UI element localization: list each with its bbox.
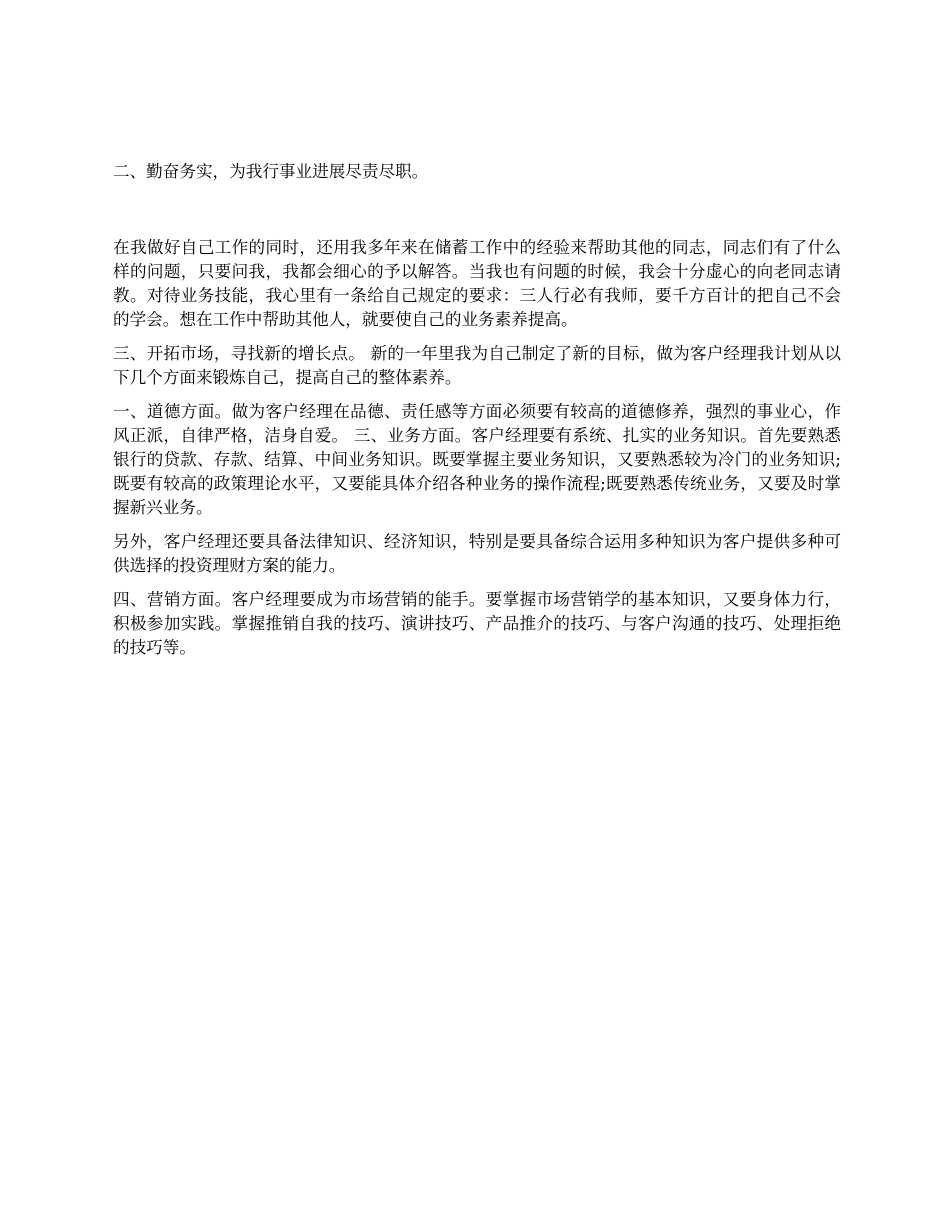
- paragraph-market-expansion: 三、开拓市场，寻找新的增长点。 新的一年里我为自己制定了新的目标，做为客户经理我计划从以下几个方面来锻炼自己，提高自己的整体素养。: [113, 344, 841, 387]
- paragraph-helping-colleagues: 在我做好自己工作的同时，还用我多年来在储蓄工作中的经验来帮助其他的同志，同志们有了什么样的问题，只要问我，我都会细心的予以解答。当我也有问题的时候，我会十分虚心的向老同志请教。对待业务技能，我心里有一条给自己规定的要求：三人行必有我师，要千方百计的把自己不会的学会。想在工作中帮助其他人，就要使自己的业务素养提高。: [113, 238, 841, 329]
- paragraph-legal-knowledge: 另外，客户经理还要具备法律知识、经济知识，特别是要具备综合运用多种知识为客户提供多种可供选择的投资理财方案的能力。: [113, 532, 841, 575]
- document-body: [113, 160, 841, 660]
- paragraph-marketing: 四、营销方面。客户经理要成为市场营销的能手。要掌握市场营销学的基本知识，又要身体力行，积极参加实践。掌握推销自我的技巧、演讲技巧、产品推介的技巧、与客户沟通的技巧、处理拒绝的技巧等。: [113, 590, 841, 657]
- section-heading-diligence: 二、勤奋务实，为我行事业进展尽责尽职。: [113, 162, 429, 181]
- paragraph-morality-and-business: 一、道德方面。做为客户经理在品德、责任感等方面必须要有较高的道德修养，强烈的事业心，作风正派，自律严格，洁身自爱。 三、业务方面。客户经理要有系统、扎实的业务知识。首先要熟悉银行的贷款、存款、结算、中间业务知识。既要掌握主要业务知识，又要熟悉较为冷门的业务知识;既要有较高的政策理论水平，又要能具体介绍各种业务的操作流程;既要熟悉传统业务，又要及时掌握新兴业务。: [113, 402, 841, 517]
